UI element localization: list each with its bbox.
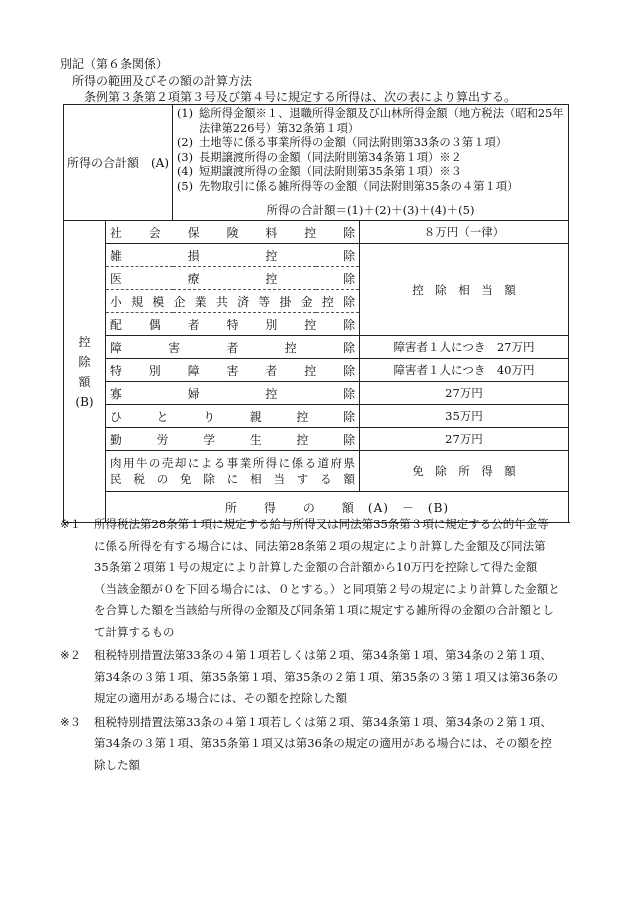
deduction-name: 寡婦控除 [106, 382, 360, 405]
sum-row [64, 105, 569, 221]
deduction-row [64, 359, 569, 382]
appendix-label: 別記（第６条関係） [60, 57, 169, 71]
sum-item: (1) 総所得金額※１、退職所得金額及び山林所得金額（地方税法（昭和25年法律第226号）第32条第１項） [177, 107, 564, 135]
beef-deduction-amount: 免 除 所 得 額 [360, 451, 569, 492]
deduction-amount: 27万円 [360, 428, 569, 451]
note-item [60, 514, 560, 643]
sum-items-cell [173, 105, 569, 221]
note-mark: ※２ [60, 648, 82, 662]
sum-label: 所得の合計額 (A) [64, 105, 173, 221]
deduction-name: 障害者控除 [106, 336, 360, 359]
deduction-name: 社会保険料控除 [106, 221, 360, 244]
note-mark: ※１ [60, 517, 82, 531]
notes-section [60, 514, 560, 778]
deduction-label: 控 除 額 (B) [64, 221, 106, 523]
deduction-amount: 障害者１人につき 40万円 [360, 359, 569, 382]
note-text: 所得税法第28条第１項に規定する給与所得又は同法第35条第３項に規定する公的年金等に係る所得を有する場合には、同法第28条第２項の規定により計算した金額及び同法第35条第２項第１号の規定により計算した金額の合計額から10万円を控除して得た金額（当該金額が０を下回る場合には、０とする。）と同項第２号の規定により計算した金額とを合算した額を当該給与所得の金額及び同条第１項に規定する雑所得の金額の合計額として計算するもの [94, 517, 560, 639]
note-mark: ※３ [60, 714, 82, 729]
deduction-row [64, 336, 569, 359]
sum-item: (2) 土地等に係る事業所得の金額（同法附則第33条の３第１項） [177, 136, 508, 149]
note-text: 租税特別措置法第33条の４第１項若しくは第２項、第34条第１項、第34条の２第１項、第34条の３第１項、第35条第１項、第35条の２第１項、第35条の３第１項又は第36条の規定の適用がある場合には、その額を控除した額 [94, 648, 559, 705]
deduction-amount: 27万円 [360, 382, 569, 405]
deduction-name: 医療控除 [106, 267, 360, 290]
beef-deduction-row [64, 451, 569, 492]
deduction-grouped-amount: 控 除 相 当 額 [360, 244, 569, 336]
sum-item: (5) 先物取引に係る雑所得等の金額（同法附則第35条の４第１項） [177, 179, 519, 193]
deduction-row [64, 428, 569, 451]
income-calculation-table [63, 104, 569, 523]
deduction-name: 勤労学生控除 [106, 428, 360, 451]
deduction-row [64, 221, 569, 244]
deduction-name: 雑損控除 [106, 244, 360, 267]
intro-text: 条例第３条第２項第３号及び第４号に規定する所得は、次の表により算出する。 [84, 90, 517, 104]
deduction-row [64, 382, 569, 405]
deduction-name: 特別障害者控除 [106, 359, 360, 382]
beef-deduction-name: 肉用牛の売却による事業所得に係る道府県 民税の免除に相当する額 [106, 451, 360, 492]
note-text: 租税特別措置法第33条の４第１項若しくは第２項、第34条第１項、第34条の２第１項、第34条の３第１項、第35条第１項又は第36条の規定の適用がある場合には、その額を控除した額 [94, 714, 552, 772]
deduction-row [64, 405, 569, 428]
deduction-name: ひとり親控除 [106, 405, 360, 428]
sum-item: (4) 短期譲渡所得の金額（同法附則第35条第１項）※３ [177, 165, 462, 178]
income-formula: 所 得 の 額 (A) － (B) [106, 492, 569, 523]
deduction-amount: 35万円 [360, 405, 569, 428]
deduction-name: 配偶者特別控除 [106, 313, 360, 336]
sum-item: (3) 長期譲渡所得の金額（同法附則第34条第１項）※２ [177, 150, 462, 164]
note-item [60, 645, 560, 710]
document-title: 所得の範囲及びその額の計算方法 [72, 74, 253, 88]
deduction-amount: ８万円（一律） [360, 221, 569, 244]
deduction-row [64, 244, 569, 267]
sum-formula: 所得の合計額＝(1)＋(2)＋(3)＋(4)＋(5) [266, 203, 475, 217]
deduction-amount: 障害者１人につき 27万円 [360, 336, 569, 359]
deduction-name: 小規模企業共済等掛金控除 [106, 290, 360, 313]
note-item [60, 712, 560, 777]
